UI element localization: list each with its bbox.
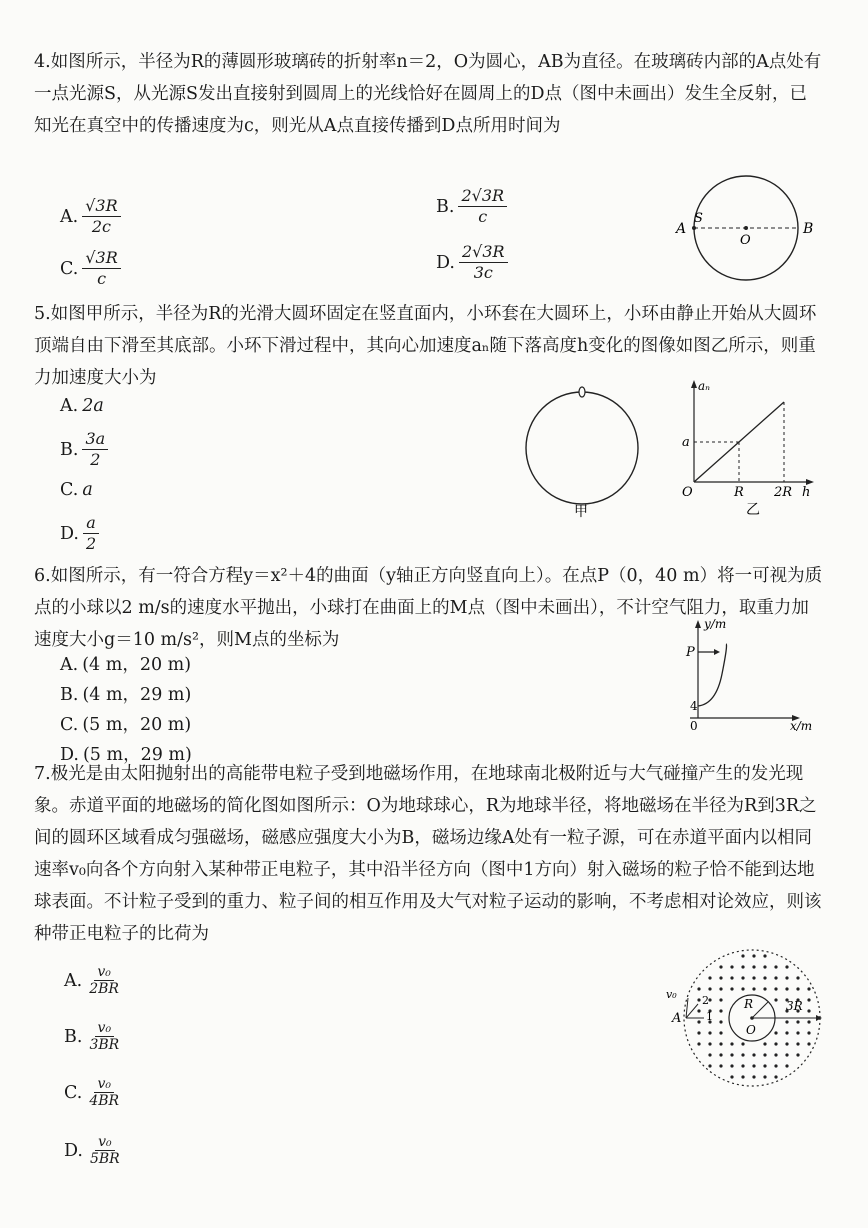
q5-option-a[interactable] bbox=[60, 395, 104, 417]
option-text: (5 m，20 m) bbox=[82, 715, 192, 735]
field-dot bbox=[774, 1053, 777, 1056]
option-letter: B. bbox=[60, 439, 79, 460]
field-dot bbox=[730, 1042, 733, 1045]
field-dot bbox=[796, 1053, 799, 1056]
label-x: x/m bbox=[790, 719, 813, 733]
option-letter: D. bbox=[60, 523, 79, 544]
field-dot bbox=[774, 987, 777, 990]
q7-option-d[interactable] bbox=[64, 1134, 123, 1167]
label-b: B bbox=[803, 221, 814, 237]
field-dot bbox=[763, 1053, 766, 1056]
field-dot bbox=[741, 1042, 744, 1045]
field-dot bbox=[730, 1053, 733, 1056]
field-dot bbox=[774, 976, 777, 979]
option-letter: A. bbox=[60, 206, 79, 227]
field-dot bbox=[697, 1020, 700, 1023]
label-1: 1 bbox=[706, 1010, 713, 1023]
field-dot bbox=[741, 954, 744, 957]
y-arrow bbox=[695, 620, 701, 628]
frac-num: √3R bbox=[82, 248, 120, 269]
y-arrow bbox=[691, 380, 697, 388]
frac-num: v₀ bbox=[95, 1020, 115, 1037]
q6-option-a[interactable] bbox=[60, 654, 191, 676]
field-dot bbox=[708, 1031, 711, 1034]
label-r: R bbox=[744, 997, 754, 1011]
frac-num: v₀ bbox=[94, 964, 114, 981]
frac-num: 2√3R bbox=[459, 242, 508, 263]
label-2: 2 bbox=[702, 994, 709, 1007]
field-dot bbox=[719, 987, 722, 990]
option-text: 2a bbox=[82, 396, 104, 416]
field-dot bbox=[774, 998, 777, 1001]
field-dot bbox=[763, 954, 766, 957]
field-dot bbox=[752, 965, 755, 968]
frac-num: v₀ bbox=[95, 1134, 115, 1151]
field-dot bbox=[708, 1042, 711, 1045]
label-h: h bbox=[802, 485, 811, 500]
field-dot bbox=[796, 976, 799, 979]
q5-option-c[interactable] bbox=[60, 479, 93, 501]
frac-den: 5BR bbox=[89, 1151, 120, 1167]
field-dot bbox=[763, 976, 766, 979]
q4-figure-glass-circle bbox=[676, 178, 816, 278]
field-dot bbox=[697, 987, 700, 990]
field-dot bbox=[719, 976, 722, 979]
field-dot bbox=[807, 1020, 810, 1023]
q6-option-c[interactable] bbox=[60, 714, 191, 736]
frac-num: √3R bbox=[82, 196, 120, 217]
field-dot bbox=[785, 1053, 788, 1056]
field-dot bbox=[807, 1042, 810, 1045]
radius-3r-arrow bbox=[816, 1015, 822, 1021]
frac-den: 4BR bbox=[89, 1093, 120, 1109]
field-dot bbox=[741, 965, 744, 968]
label-a: A bbox=[672, 1011, 682, 1026]
direction-2 bbox=[686, 1004, 698, 1018]
field-dot bbox=[730, 1064, 733, 1067]
option-text: (4 m，29 m) bbox=[82, 685, 192, 705]
q6-option-b[interactable] bbox=[60, 684, 191, 706]
option-letter: D. bbox=[60, 745, 79, 765]
label-v0: v₀ bbox=[666, 988, 677, 1001]
field-dot bbox=[785, 1020, 788, 1023]
field-dot bbox=[763, 965, 766, 968]
big-ring bbox=[526, 392, 638, 504]
q7-figure-magnetic-field bbox=[664, 944, 834, 1094]
field-dot bbox=[763, 1042, 766, 1045]
label-p: P bbox=[686, 645, 695, 660]
question-7-stem: 7.极光是由太阳抛射出的高能带电粒子受到地磁场作用，在地球南北极附近与大气碰撞产生的发光现象。赤道平面的地磁场的简化图如图所示：O为地球球心，R为地球半径，将地磁场在半径为R到3R之间的圆环区域看成匀强磁场，磁感应强度大小为B，磁场边缘A处有一粒子源，可在赤道平面内以相同速率v₀向各个方向射入某种带正电粒子，其中沿半径方向（图中1方向）射入磁场的粒子恰不能到达地球表面。不计粒子受到的重力、粒子间的相互作用及大气对粒子运动的影响，不考虑相对论效应，则该种带正电粒子的比荷为 bbox=[34, 764, 822, 944]
field-dot bbox=[785, 1064, 788, 1067]
label-4: 4 bbox=[690, 699, 698, 713]
field-dot bbox=[730, 965, 733, 968]
q7-option-b[interactable] bbox=[64, 1020, 122, 1053]
field-dot bbox=[708, 987, 711, 990]
field-dot bbox=[719, 1064, 722, 1067]
frac-num: a bbox=[83, 513, 99, 534]
option-letter: A. bbox=[60, 655, 79, 675]
option-letter: B. bbox=[64, 1026, 83, 1047]
question-4-stem: 4.如图所示，半径为R的薄圆形玻璃砖的折射率n＝2，O为圆心，AB为直径。在玻璃砖内部的A点处有一点光源S，从光源S发出直接射到圆周上的光线恰好在圆周上的D点（图中未画出）发生全反射，已知光在真空中的传播速度为c，则光从A点直接传播到D点所用时间为 bbox=[34, 52, 822, 136]
field-dot bbox=[697, 998, 700, 1001]
frac-num: 3a bbox=[82, 429, 108, 450]
field-dot bbox=[697, 1009, 700, 1012]
field-dot bbox=[796, 1042, 799, 1045]
frac-den: 2BR bbox=[89, 981, 119, 997]
field-dot bbox=[763, 1064, 766, 1067]
label-origin: O bbox=[682, 485, 693, 500]
question-5-stem: 5.如图甲所示，半径为R的光滑大圆环固定在竖直面内，小环套在大圆环上，小环由静止开始从大圆环顶端自由下滑至其底部。小环下滑过程中，其向心加速度aₙ随下落高度h变化的图像如图乙所示，则重力加速度大小为 bbox=[34, 304, 817, 388]
option-letter: C. bbox=[60, 480, 79, 500]
field-dot bbox=[807, 1031, 810, 1034]
field-dot bbox=[796, 1031, 799, 1034]
field-dot bbox=[807, 1009, 810, 1012]
option-letter: B. bbox=[436, 196, 455, 217]
option-letter: C. bbox=[64, 1082, 83, 1103]
field-dot bbox=[752, 954, 755, 957]
label-a: A bbox=[676, 221, 687, 237]
frac-den: c bbox=[478, 207, 488, 226]
field-dot bbox=[752, 1075, 755, 1078]
q5-figure-jia-ring bbox=[520, 380, 650, 520]
option-letter: B. bbox=[60, 685, 79, 705]
label-0: 0 bbox=[690, 719, 698, 733]
field-dot bbox=[774, 1064, 777, 1067]
field-dot bbox=[730, 1075, 733, 1078]
q4-option-c[interactable] bbox=[60, 248, 121, 289]
center-dot bbox=[744, 226, 748, 230]
velocity-arrow-head bbox=[714, 649, 720, 655]
label-an: aₙ bbox=[698, 379, 711, 393]
option-letter: C. bbox=[60, 258, 79, 279]
field-dot bbox=[796, 987, 799, 990]
option-letter: D. bbox=[436, 252, 455, 273]
field-dot bbox=[785, 987, 788, 990]
field-dot bbox=[796, 1020, 799, 1023]
frac-den: c bbox=[97, 269, 107, 288]
label-o: O bbox=[746, 1023, 756, 1037]
option-letter: A. bbox=[60, 396, 79, 416]
field-dot bbox=[752, 976, 755, 979]
option-letter: A. bbox=[64, 970, 83, 991]
field-dot bbox=[763, 987, 766, 990]
label-3r: 3R bbox=[786, 999, 803, 1013]
q4-option-b[interactable] bbox=[436, 186, 507, 227]
field-dot bbox=[697, 1042, 700, 1045]
frac-num: v₀ bbox=[94, 1076, 114, 1093]
field-dot bbox=[730, 987, 733, 990]
field-dot bbox=[774, 965, 777, 968]
label-a-tick: a bbox=[682, 435, 690, 450]
small-ring bbox=[579, 387, 585, 397]
q4-option-d[interactable] bbox=[436, 242, 508, 283]
q7-option-c[interactable] bbox=[64, 1076, 122, 1109]
field-dot bbox=[741, 1075, 744, 1078]
field-dot bbox=[741, 1053, 744, 1056]
q5-option-b[interactable] bbox=[60, 429, 108, 470]
label-r-tick: R bbox=[734, 485, 744, 500]
label-o: O bbox=[740, 233, 751, 248]
option-letter: C. bbox=[60, 715, 79, 735]
label-y: y/m bbox=[704, 617, 727, 631]
field-dot bbox=[719, 1031, 722, 1034]
question-6-stem: 6.如图所示，有一符合方程y＝x²＋4的曲面（y轴正方向竖直向上）。在点P（0，40 m）将一可视为质点的小球以2 m/s的速度水平抛出，小球打在曲面上的M点（图中未画出），不计空气阻力，取重力加速度大小g＝10 m/s²，则M点的坐标为 bbox=[34, 566, 823, 650]
frac-den: 2 bbox=[90, 450, 101, 469]
q4-option-a[interactable] bbox=[60, 196, 121, 237]
field-dot bbox=[785, 965, 788, 968]
frac-den: 3c bbox=[473, 263, 493, 282]
field-dot bbox=[719, 998, 722, 1001]
option-text: (5 m，29 m) bbox=[82, 745, 192, 765]
field-dot bbox=[730, 976, 733, 979]
frac-den: 2c bbox=[91, 217, 111, 236]
field-dot bbox=[719, 1020, 722, 1023]
label-s: S bbox=[694, 211, 703, 226]
field-dot bbox=[752, 1064, 755, 1067]
q5-option-d[interactable] bbox=[60, 513, 99, 554]
field-dot bbox=[774, 1031, 777, 1034]
field-dot bbox=[708, 1064, 711, 1067]
field-dot bbox=[719, 1042, 722, 1045]
field-dot bbox=[774, 1075, 777, 1078]
caption-jia: 甲 bbox=[574, 504, 588, 520]
field-dot bbox=[774, 1042, 777, 1045]
field-dot bbox=[807, 987, 810, 990]
option-text: (4 m，20 m) bbox=[82, 655, 192, 675]
frac-den: 2 bbox=[85, 534, 97, 553]
field-dot bbox=[708, 1053, 711, 1056]
field-dot bbox=[708, 976, 711, 979]
q5-figure-yi-graph bbox=[676, 372, 816, 522]
field-dot bbox=[785, 1042, 788, 1045]
option-letter: D. bbox=[64, 1140, 83, 1161]
field-dot bbox=[763, 1075, 766, 1078]
field-dot bbox=[719, 1053, 722, 1056]
q7-option-a[interactable] bbox=[64, 964, 122, 997]
frac-num: 2√3R bbox=[458, 186, 507, 207]
frac-den: 3BR bbox=[89, 1037, 120, 1053]
option-text: a bbox=[82, 480, 93, 500]
point-a-dot bbox=[692, 226, 696, 230]
q6-figure-curve bbox=[686, 614, 826, 734]
field-dot bbox=[741, 976, 744, 979]
caption-yi: 乙 bbox=[746, 502, 760, 518]
field-dot bbox=[807, 998, 810, 1001]
field-dot bbox=[741, 1064, 744, 1067]
label-2r-tick: 2R bbox=[774, 485, 793, 500]
field-dot bbox=[785, 1031, 788, 1034]
field-dot bbox=[752, 987, 755, 990]
field-dot bbox=[741, 987, 744, 990]
field-dot bbox=[697, 1031, 700, 1034]
curve-surface bbox=[698, 644, 727, 706]
field-dot bbox=[719, 1009, 722, 1012]
field-dot bbox=[785, 976, 788, 979]
field-dot bbox=[719, 965, 722, 968]
field-dot bbox=[752, 1053, 755, 1056]
